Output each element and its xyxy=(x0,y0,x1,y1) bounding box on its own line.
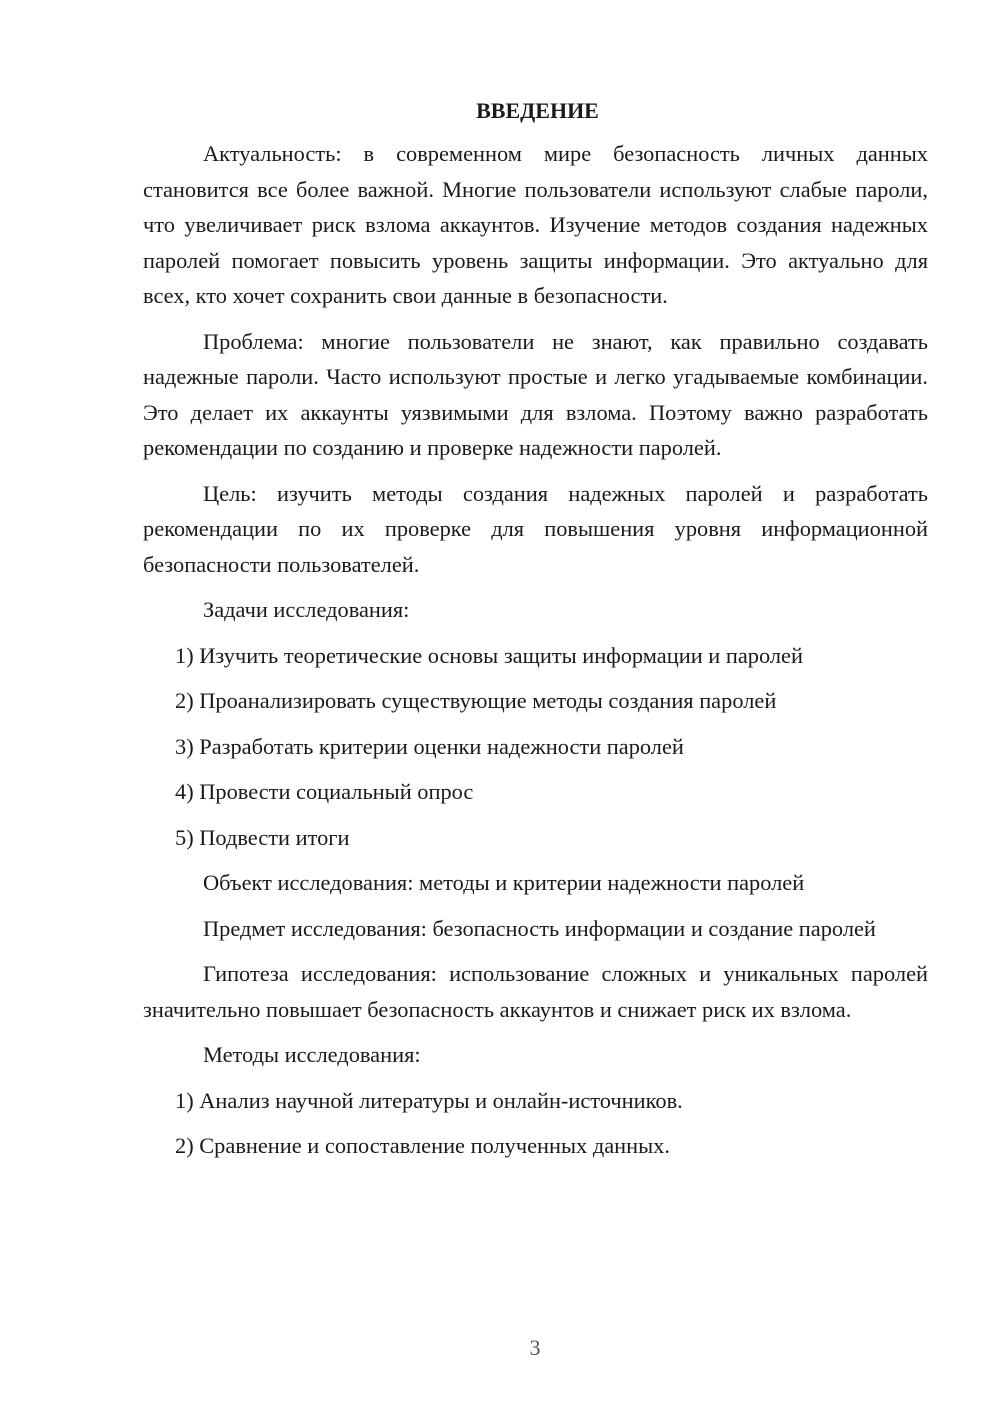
methods-heading: Методы исследования: xyxy=(203,1042,421,1067)
page-content xyxy=(143,96,928,1174)
methods-list xyxy=(143,1083,928,1164)
goal-paragraph: Цель: изучить методы создания надежных паролей и разработать рекомендации по их проверке для повышения уровня информационной безопасности пользователей. xyxy=(143,480,928,577)
tasks-list xyxy=(143,638,928,856)
method-item: 1) Анализ научной литературы и онлайн-источников. xyxy=(175,1087,683,1113)
page-number: 3 xyxy=(529,1335,541,1360)
task-item: 3) Разработать критерии оценки надежности паролей xyxy=(175,733,684,759)
task-item: 4) Провести социальный опрос xyxy=(175,779,474,804)
object-paragraph: Объект исследования: методы и критерии надежности паролей xyxy=(203,870,805,895)
task-item: 5) Подвести итоги xyxy=(175,824,350,850)
subject-paragraph: Предмет исследования: безопасность информации и создание паролей xyxy=(203,915,876,941)
hypothesis-paragraph: Гипотеза исследования: использование сложных и уникальных паролей значительно повышает безопасность аккаунтов и снижает риск их взлома. xyxy=(143,961,928,1022)
problem-paragraph: Проблема: многие пользователи не знают, как правильно создавать надежные пароли. Часто используют простые и легко угадываемые комбинации. Это делает их аккаунты уязвимыми для взлома. Поэтому важно разработать рекомендации по созданию и проверке надежности паролей. xyxy=(143,328,928,460)
tasks-heading: Задачи исследования: xyxy=(203,597,410,622)
method-item: 2) Сравнение и сопоставление полученных данных. xyxy=(175,1133,670,1158)
task-item: 1) Изучить теоретические основы защиты информации и паролей xyxy=(175,642,803,668)
relevance-paragraph: Актуальность: в современном мире безопасность личных данных становится все более важной. Многие пользователи используют слабые пароли, что увеличивает риск взлома аккаунтов. Изучение методов создания надежных паролей помогает повысить уровень защиты информации. Это актуально для всех, кто хочет сохранить свои данные в безопасности. xyxy=(143,141,928,308)
task-item: 2) Проанализировать существующие методы создания паролей xyxy=(175,688,777,713)
page-title: ВВЕДЕНИЕ xyxy=(476,98,599,123)
